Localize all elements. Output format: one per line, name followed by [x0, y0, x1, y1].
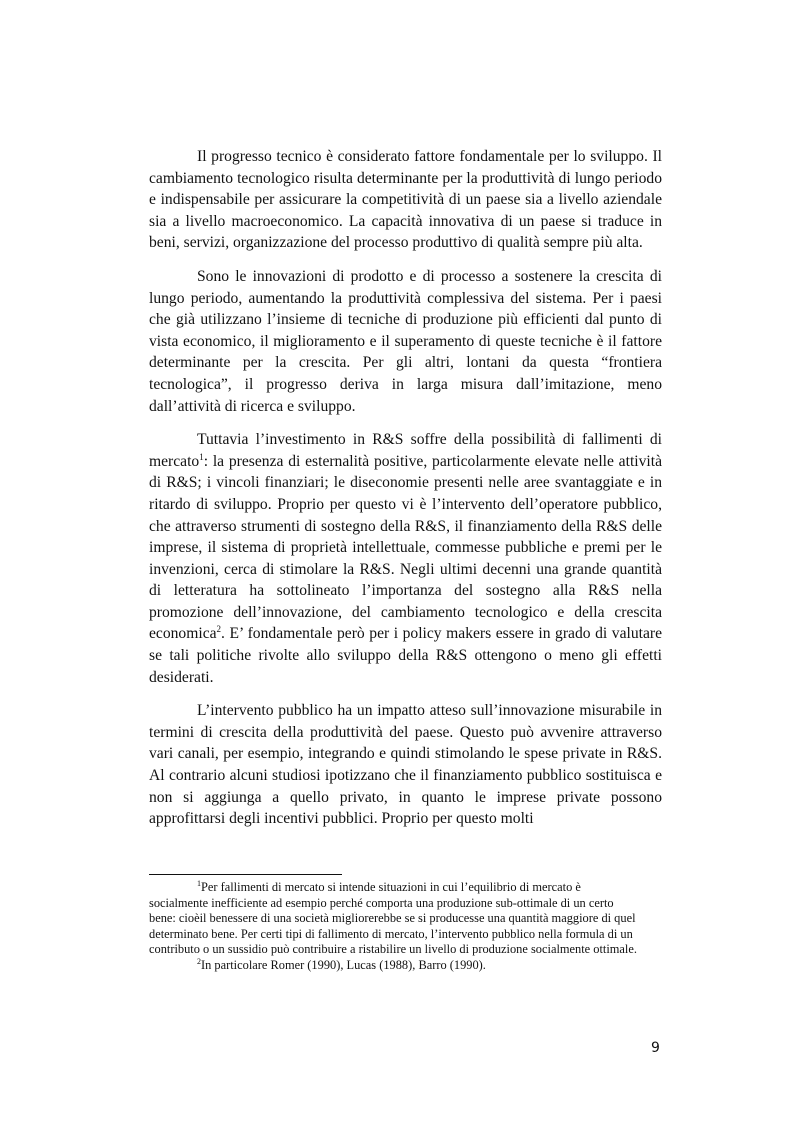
footnote-separator — [149, 874, 342, 875]
footnote-2-text: In particolare Romer (1990), Lucas (1988), Barro (1990). — [201, 957, 486, 972]
paragraph-4: L’intervento pubblico ha un impatto atteso sull’innovazione misurabile in termini di crescita della produttività del paese. Questo può avvenire attraverso vari canali, per esempio, integrando e quindi stimolando le spese private in R&S. Al contrario alcuni studiosi ipotizzano che il finanziamento pubblico sostituisca e non si aggiunga a quello privato, in quanto le imprese private possono approfittarsi degli incentivi pubblici. Proprio per questo molti — [149, 702, 662, 828]
page-number: 9 — [651, 1040, 660, 1056]
footnote-ref-1[interactable]: 1 — [199, 451, 204, 462]
footnote-1-text: Per fallimenti di mercato si intende situazioni in cui l’equilibrio di mercato è socialmente inefficiente ad esempio perché comporta una produzione sub-ottimale di un certo bene: cioèil benessere di una società migliorerebbe se si producesse una quantità maggiore di quel determinato bene. Per certi tipi di fallimento di mercato, l’intervento pubblico nella formula di un contributo o un sussidio può contribuire a ristabilire un livello di produzione socialmente ottimale. — [149, 880, 637, 957]
body-text — [149, 146, 662, 842]
paragraph-3-part1: Tuttavia l’investimento in R&S soffre della possibilità di fallimenti di mercato — [149, 431, 662, 470]
footnote-2-mark: 2 — [197, 956, 201, 966]
paragraph-3 — [149, 429, 662, 688]
footnote-1-mark: 1 — [197, 878, 201, 888]
footnote-1 — [149, 880, 639, 958]
footnote-ref-2[interactable]: 2 — [216, 624, 222, 635]
footnote-2 — [149, 958, 639, 974]
paragraph-1: Il progresso tecnico è considerato fattore fondamentale per lo sviluppo. Il cambiamento tecnologico risulta determinante per la produttività di lungo periodo e indispensabile per assicurare la competitività di un paese sia a livello aziendale sia a livello macroeconomico. La capacità innovativa di un paese si traduce in beni, servizi, organizzazione del processo produttivo di qualità sempre più alta. — [149, 148, 662, 252]
paragraph-2: Sono le innovazioni di prodotto e di processo a sostenere la crescita di lungo periodo, aumentando la produttività complessiva del sistema. Per i paesi che già utilizzano l’insieme di tecniche di produzione più efficienti dal punto di vista economico, il miglioramento e il superamento di queste tecniche è il fattore determinante per la crescita. Per gli altri, lontani da questa “frontiera tecnologica”, il progresso deriva in larga misura dall’imitazione, meno dall’attività di ricerca e sviluppo. — [149, 267, 662, 415]
paragraph-3-part2: : la presenza di esternalità positive, particolarmente elevate nelle attività di R&S; i vincoli finanziari; le diseconomie presenti nelle aree svantaggiate e in ritardo di sviluppo. Proprio per questo vi è l’intervento dell’operatore pubblico, che attraverso strumenti di sostegno della R&S, il finanziamento della R&S delle imprese, il sistema di proprietà intellettuale, commesse pubbliche e premi per le invenzioni, cerca di stimolare la R&S. Negli ultimi decenni una grande quantità di letteratura ha sottolineato l’importanza del sostegno alla R&S nella promozione dell’innovazione, del cambiamento tecnologico e della crescita economica — [149, 452, 662, 643]
paragraph-3-part3: . E’ fondamentale però per i policy makers essere in grado di valutare se tali politiche rivolte allo sviluppo della R&S ottengono o meno gli effetti desiderati. — [149, 625, 662, 686]
footnotes — [149, 880, 639, 974]
